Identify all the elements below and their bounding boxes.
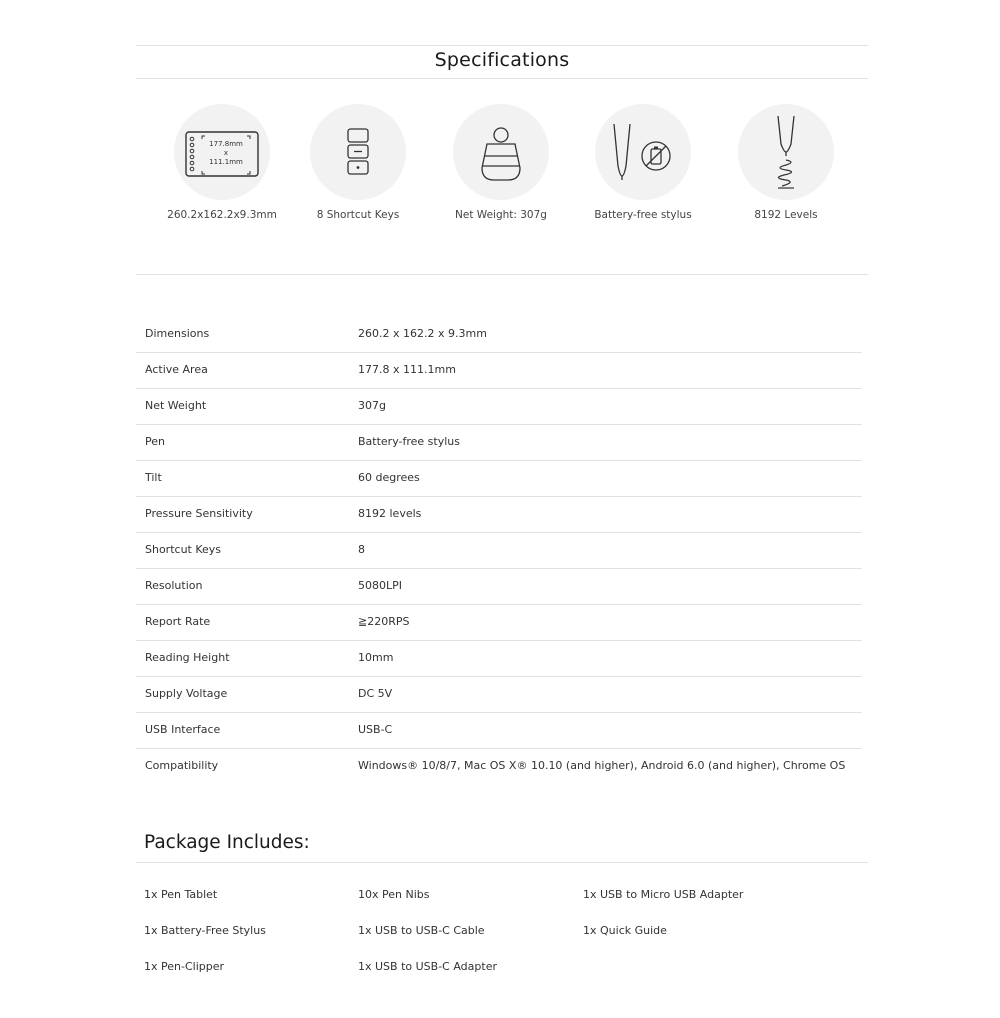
spec-key: Compatibility	[145, 759, 219, 772]
spec-key: Tilt	[145, 471, 162, 484]
spec-key: Pen	[145, 435, 165, 448]
battery-free-stylus-icon	[595, 104, 691, 200]
tablet-dimensions-icon	[174, 104, 270, 200]
table-row	[136, 748, 862, 784]
package-item: 10x Pen Nibs	[358, 888, 430, 901]
features-divider	[136, 274, 868, 275]
feature-label: 8192 Levels	[754, 209, 818, 221]
spec-key: Net Weight	[145, 399, 207, 412]
feature-label: Net Weight: 307g	[455, 209, 547, 221]
spec-value: 5080LPI	[358, 579, 402, 592]
table-row	[136, 496, 862, 533]
package-item: 1x USB to USB-C Adapter	[358, 960, 497, 973]
table-row	[136, 352, 862, 389]
shortcut-keys-icon	[310, 104, 406, 200]
feature-label: 260.2x162.2x9.3mm	[167, 209, 277, 221]
table-row	[136, 568, 862, 605]
weight-icon	[453, 104, 549, 200]
spec-value: 10mm	[358, 651, 394, 664]
spec-value: 307g	[358, 399, 386, 412]
active-area-height: 111.1mm	[209, 158, 243, 166]
package-item: 1x Pen Tablet	[144, 888, 218, 901]
package-item: 1x Pen-Clipper	[144, 960, 225, 973]
spec-value: Windows® 10/8/7, Mac OS X® 10.10 (and higher), Android 6.0 (and higher), Chrome OS	[358, 759, 846, 772]
table-row	[136, 676, 862, 713]
table-row	[136, 316, 862, 353]
spec-key: Resolution	[145, 579, 203, 592]
feature-battery-free	[573, 104, 713, 221]
spec-value: Battery-free stylus	[358, 435, 460, 448]
spec-key: Shortcut Keys	[145, 543, 222, 556]
spec-value: 177.8 x 111.1mm	[358, 363, 456, 376]
table-row	[136, 460, 862, 497]
feature-pressure-levels	[716, 104, 856, 221]
table-row	[136, 388, 862, 425]
pressure-levels-icon	[738, 104, 834, 200]
package-item: 1x Battery-Free Stylus	[144, 924, 266, 937]
feature-dimensions	[152, 104, 292, 221]
package-item: 1x USB to Micro USB Adapter	[583, 888, 744, 901]
spec-key: USB Interface	[145, 723, 221, 736]
table-row	[136, 712, 862, 749]
spec-value: USB-C	[358, 723, 393, 736]
package-item: 1x Quick Guide	[583, 924, 667, 937]
package-title: Package Includes:	[144, 832, 310, 853]
spec-key: Pressure Sensitivity	[145, 507, 253, 520]
table-row	[136, 640, 862, 677]
active-area-width: 177.8mm	[209, 140, 243, 148]
spec-value: DC 5V	[358, 687, 393, 700]
specifications-title: Specifications	[434, 49, 570, 71]
feature-label: Battery-free stylus	[594, 209, 692, 221]
active-area-x: x	[223, 149, 229, 157]
spec-value: 260.2 x 162.2 x 9.3mm	[358, 327, 487, 340]
spec-value: 60 degrees	[358, 471, 420, 484]
spec-key: Reading Height	[145, 651, 230, 664]
feature-shortcut-keys	[288, 104, 428, 221]
package-divider	[136, 862, 868, 863]
table-row	[136, 424, 862, 461]
spec-value: 8	[358, 543, 365, 556]
spec-key: Report Rate	[145, 615, 211, 628]
package-item: 1x USB to USB-C Cable	[358, 924, 485, 937]
spec-key: Active Area	[145, 363, 208, 376]
top-divider	[136, 45, 868, 46]
feature-weight	[431, 104, 571, 221]
title-divider	[136, 78, 868, 79]
table-row	[136, 532, 862, 569]
spec-key: Dimensions	[145, 327, 210, 340]
feature-label: 8 Shortcut Keys	[316, 209, 400, 221]
spec-value: 8192 levels	[358, 507, 422, 520]
table-row	[136, 604, 862, 641]
spec-value: ≧220RPS	[358, 615, 410, 628]
spec-key: Supply Voltage	[145, 687, 228, 700]
